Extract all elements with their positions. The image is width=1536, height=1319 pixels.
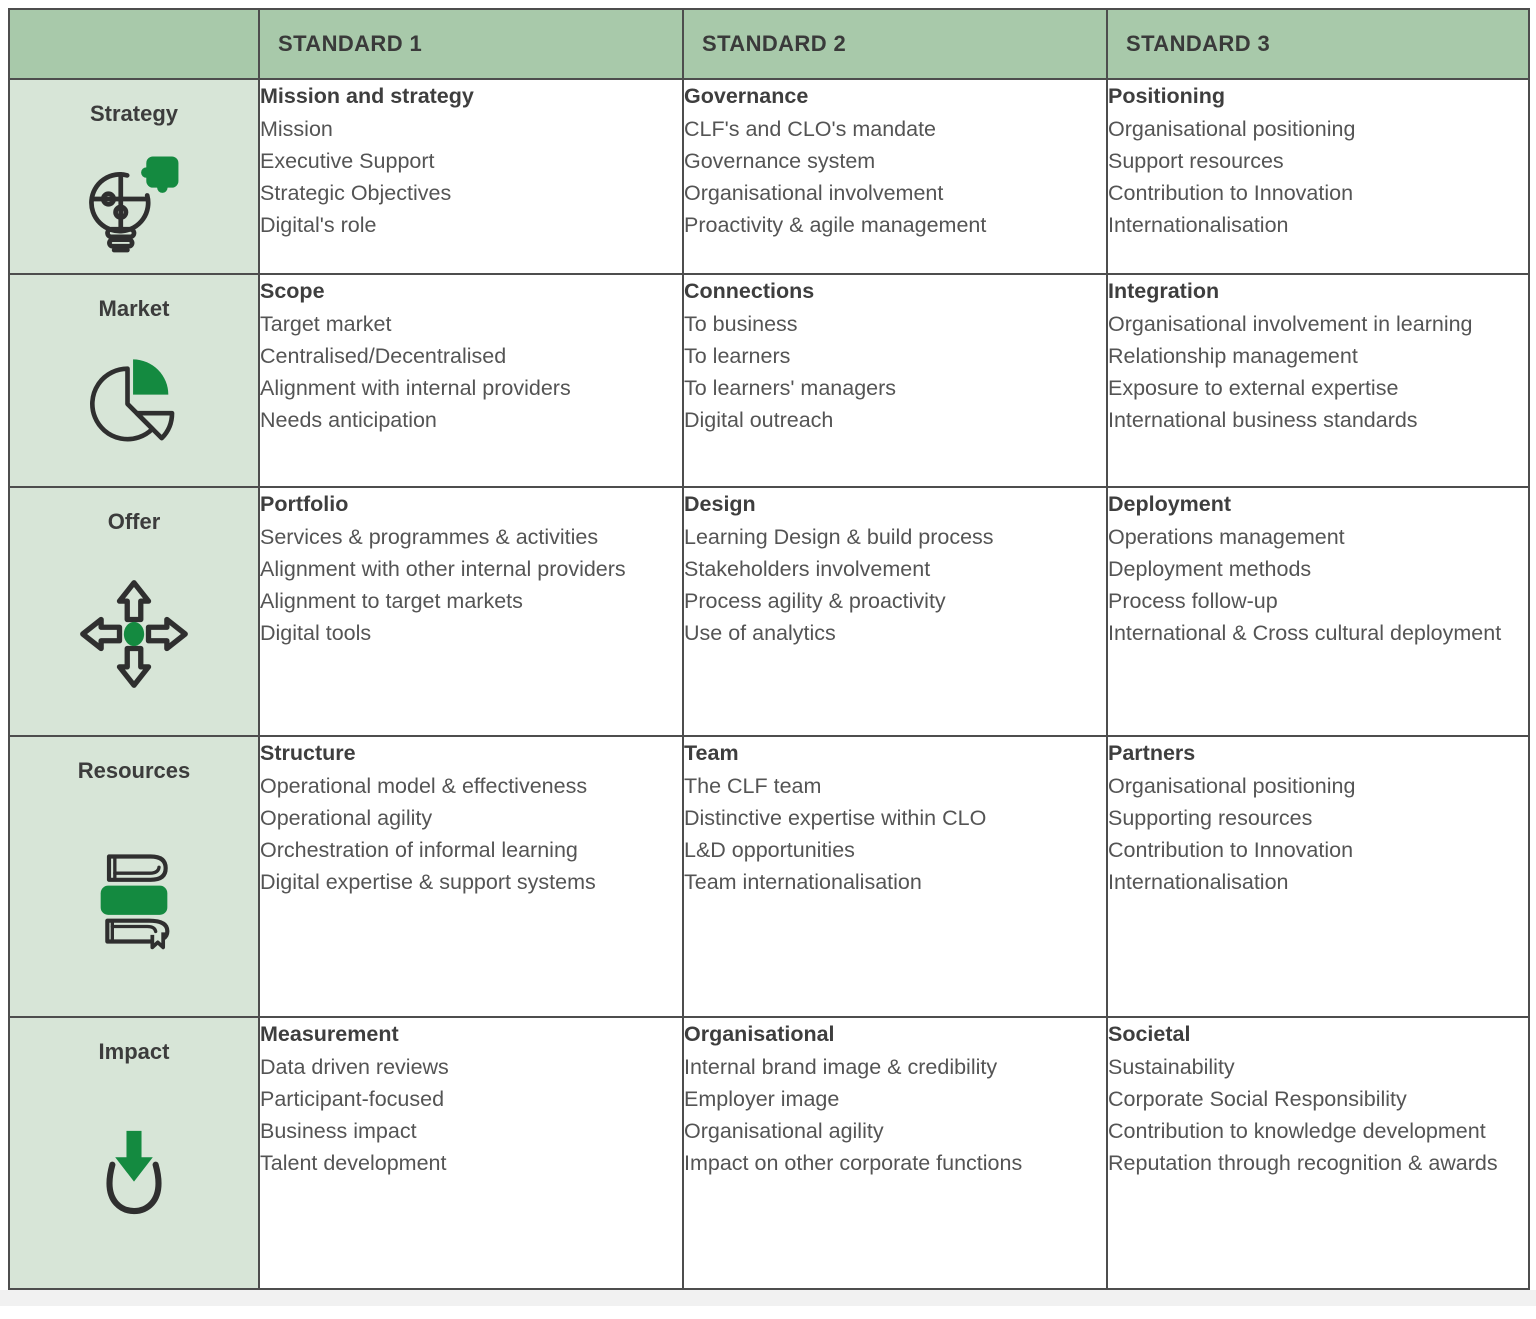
cell-item: Contribution to Innovation bbox=[1108, 838, 1354, 862]
row-label-strategy: Strategy bbox=[89, 101, 179, 126]
cell-item: L&D opportunities bbox=[684, 838, 855, 862]
cell-item: To business bbox=[684, 312, 798, 336]
cell-title: Team bbox=[684, 741, 739, 765]
cell-title: Positioning bbox=[1108, 84, 1226, 108]
header-cell-standard-3: STANDARD 3 bbox=[1107, 9, 1529, 79]
cell-item: Supporting resources bbox=[1108, 806, 1313, 830]
cell-item: Deployment methods bbox=[1108, 557, 1312, 581]
cell-title: Governance bbox=[684, 84, 809, 108]
cell-item: Process agility & proactivity bbox=[684, 589, 946, 613]
cell-item: Digital expertise & support systems bbox=[260, 870, 596, 894]
row-label-cell-market bbox=[9, 274, 259, 487]
cell-title: Partners bbox=[1108, 741, 1196, 765]
row-market bbox=[9, 274, 1529, 487]
cell-item: Orchestration of informal learning bbox=[260, 838, 578, 862]
cell-item: Executive Support bbox=[260, 149, 435, 173]
cell-title: Mission and strategy bbox=[260, 84, 474, 108]
page-bottom-strip bbox=[0, 1290, 1536, 1306]
row-label-cell-impact bbox=[9, 1017, 259, 1289]
cell-item: Needs anticipation bbox=[260, 408, 437, 432]
cell-item: Organisational involvement in learning bbox=[1108, 312, 1473, 336]
header-cell-standard-1: STANDARD 1 bbox=[259, 9, 683, 79]
cell-items bbox=[260, 308, 682, 436]
cell-item: Exposure to external expertise bbox=[1108, 376, 1399, 400]
cell-items bbox=[1108, 1051, 1528, 1179]
cell-items bbox=[684, 770, 1106, 898]
row-label-cell-strategy bbox=[9, 79, 259, 274]
cell-item: International & Cross cultural deployment bbox=[1108, 621, 1502, 645]
cell-title: Organisational bbox=[684, 1022, 835, 1046]
cell-item: Stakeholders involvement bbox=[684, 557, 931, 581]
cell-market-standard-3 bbox=[1107, 274, 1529, 487]
cell-items bbox=[684, 113, 1106, 241]
cell-title: Design bbox=[684, 492, 756, 516]
cell-items bbox=[684, 1051, 1106, 1179]
cell-item: Organisational involvement bbox=[684, 181, 944, 205]
cell-item: Impact on other corporate functions bbox=[684, 1151, 1023, 1175]
header-row bbox=[9, 9, 1529, 79]
cell-strategy-standard-3 bbox=[1107, 79, 1529, 274]
cell-item: Reputation through recognition & awards bbox=[1108, 1151, 1498, 1175]
cell-item: Contribution to Innovation bbox=[1108, 181, 1354, 205]
cell-items bbox=[1108, 521, 1528, 649]
cell-title: Integration bbox=[1108, 279, 1220, 303]
row-label-resources: Resources bbox=[77, 758, 191, 783]
cell-title: Structure bbox=[260, 741, 356, 765]
cell-strategy-standard-2 bbox=[683, 79, 1107, 274]
cell-item: To learners' managers bbox=[684, 376, 897, 400]
arrow-into-cup-icon bbox=[10, 1065, 258, 1286]
cell-items bbox=[1108, 113, 1528, 241]
cell-title: Societal bbox=[1108, 1022, 1191, 1046]
header-corner-cell bbox=[9, 9, 259, 79]
cell-item: Organisational positioning bbox=[1108, 774, 1356, 798]
cell-item: Relationship management bbox=[1108, 344, 1358, 368]
cell-items bbox=[260, 770, 682, 898]
cell-item: Distinctive expertise within CLO bbox=[684, 806, 987, 830]
cell-item: Operations management bbox=[1108, 525, 1345, 549]
cell-item: Strategic Objectives bbox=[260, 181, 452, 205]
cell-offer-standard-1 bbox=[259, 487, 683, 736]
pie-chart-icon bbox=[10, 322, 258, 484]
cell-item: Governance system bbox=[684, 149, 876, 173]
four-arrows-icon bbox=[10, 535, 258, 733]
cell-item: Operational model & effectiveness bbox=[260, 774, 588, 798]
row-label-cell-resources bbox=[9, 736, 259, 1017]
cell-item: Sustainability bbox=[1108, 1055, 1235, 1079]
cell-title: Connections bbox=[684, 279, 815, 303]
cell-item: The CLF team bbox=[684, 774, 822, 798]
cell-item: Internationalisation bbox=[1108, 870, 1289, 894]
cell-title: Measurement bbox=[260, 1022, 399, 1046]
cell-impact-standard-2 bbox=[683, 1017, 1107, 1289]
cell-title: Scope bbox=[260, 279, 325, 303]
row-impact bbox=[9, 1017, 1529, 1289]
cell-item: Use of analytics bbox=[684, 621, 836, 645]
cell-items bbox=[260, 113, 682, 241]
cell-item: Learning Design & build process bbox=[684, 525, 994, 549]
cell-offer-standard-3 bbox=[1107, 487, 1529, 736]
cell-item: Support resources bbox=[1108, 149, 1284, 173]
row-resources bbox=[9, 736, 1529, 1017]
cell-title: Deployment bbox=[1108, 492, 1232, 516]
cell-item: Alignment to target markets bbox=[260, 589, 523, 613]
cell-market-standard-2 bbox=[683, 274, 1107, 487]
cell-item: Centralised/Decentralised bbox=[260, 344, 507, 368]
cell-items bbox=[1108, 770, 1528, 898]
cell-item: Contribution to knowledge development bbox=[1108, 1119, 1486, 1143]
cell-item: Services & programmes & activities bbox=[260, 525, 599, 549]
cell-item: Mission bbox=[260, 117, 333, 141]
cell-item: To learners bbox=[684, 344, 791, 368]
cell-strategy-standard-1 bbox=[259, 79, 683, 274]
cell-item: Digital's role bbox=[260, 213, 377, 237]
row-offer bbox=[9, 487, 1529, 736]
standards-matrix-table bbox=[8, 8, 1530, 1290]
cell-item: Organisational positioning bbox=[1108, 117, 1356, 141]
row-strategy bbox=[9, 79, 1529, 274]
cell-item: Data driven reviews bbox=[260, 1055, 449, 1079]
cell-item: Talent development bbox=[260, 1151, 447, 1175]
cell-impact-standard-1 bbox=[259, 1017, 683, 1289]
cell-item: Internationalisation bbox=[1108, 213, 1289, 237]
cell-item: Digital tools bbox=[260, 621, 372, 645]
cell-items bbox=[260, 1051, 682, 1179]
cell-item: Process follow-up bbox=[1108, 589, 1278, 613]
row-label-market: Market bbox=[98, 296, 170, 321]
cell-item: Organisational agility bbox=[684, 1119, 884, 1143]
cell-items bbox=[684, 521, 1106, 649]
lightbulb-puzzle-icon bbox=[10, 127, 258, 271]
cell-resources-standard-2 bbox=[683, 736, 1107, 1017]
row-label-impact: Impact bbox=[98, 1039, 170, 1064]
cell-items bbox=[684, 308, 1106, 436]
row-label-offer: Offer bbox=[107, 509, 161, 534]
cell-offer-standard-2 bbox=[683, 487, 1107, 736]
cell-item: International business standards bbox=[1108, 408, 1418, 432]
cell-item: Alignment with internal providers bbox=[260, 376, 571, 400]
cell-item: Alignment with other internal providers bbox=[260, 557, 626, 581]
cell-items bbox=[260, 521, 682, 649]
cell-item: Target market bbox=[260, 312, 392, 336]
cell-impact-standard-3 bbox=[1107, 1017, 1529, 1289]
cell-item: Corporate Social Responsibility bbox=[1108, 1087, 1407, 1111]
cell-item: Participant-focused bbox=[260, 1087, 445, 1111]
books-stack-icon bbox=[10, 784, 258, 1014]
cell-item: Internal brand image & credibility bbox=[684, 1055, 998, 1079]
header-cell-standard-2: STANDARD 2 bbox=[683, 9, 1107, 79]
cell-item: Employer image bbox=[684, 1087, 840, 1111]
cell-items bbox=[1108, 308, 1528, 436]
cell-title: Portfolio bbox=[260, 492, 349, 516]
cell-item: Business impact bbox=[260, 1119, 417, 1143]
cell-resources-standard-3 bbox=[1107, 736, 1529, 1017]
cell-item: Digital outreach bbox=[684, 408, 834, 432]
cell-item: CLF's and CLO's mandate bbox=[684, 117, 936, 141]
row-label-cell-offer bbox=[9, 487, 259, 736]
cell-item: Proactivity & agile management bbox=[684, 213, 987, 237]
cell-item: Team internationalisation bbox=[684, 870, 922, 894]
cell-resources-standard-1 bbox=[259, 736, 683, 1017]
cell-item: Operational agility bbox=[260, 806, 433, 830]
cell-market-standard-1 bbox=[259, 274, 683, 487]
